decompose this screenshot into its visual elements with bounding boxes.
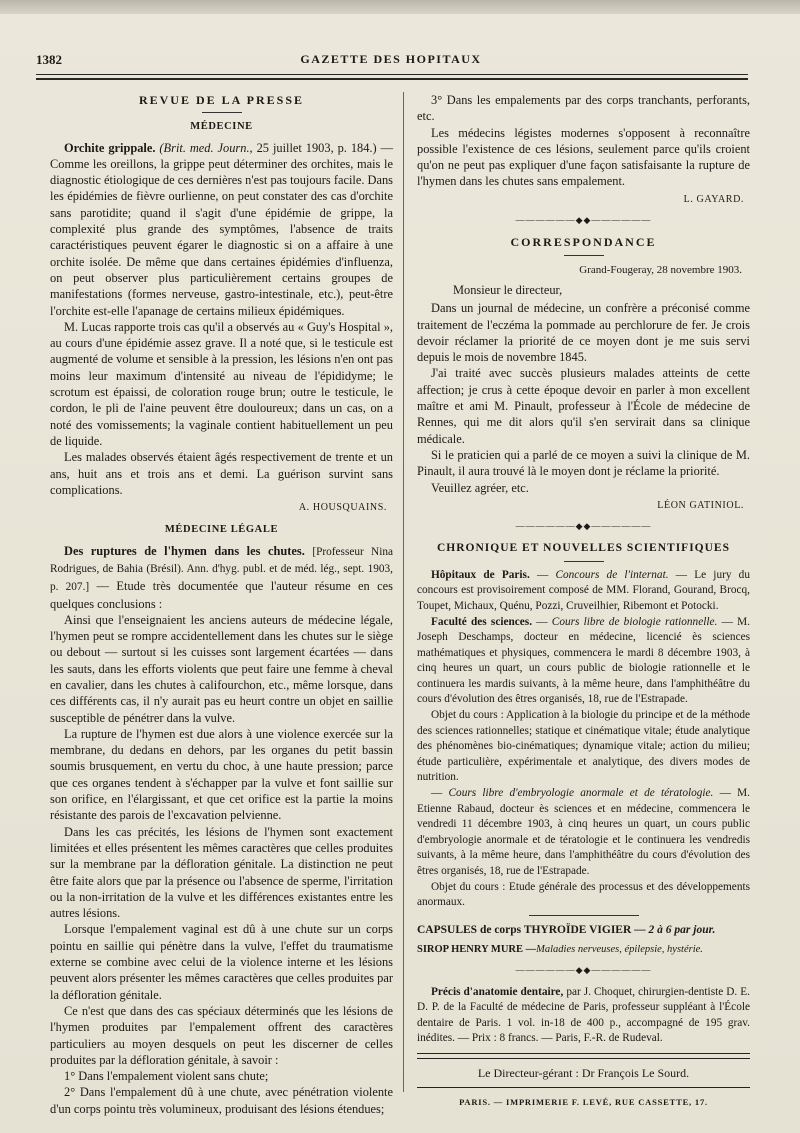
article-text: — Etude très documentée que l'auteur résume en ces quelques conclusions :: [50, 578, 393, 611]
news-embryologie: — Cours libre d'embryologie anormale et de tératologie. — M. Etienne Rabaud, docteur ès sciences et en médecine, commencera le vendredi 11 décembre 1903, à cinq heures un quart, un cours public d'embryologie anormale et de tératologie et le continuera les vendredis suivants, à la même heure, dans l'amphithéâtre du cours d'évolution des êtres organisés, 18, rue de l'Estrapade.: [417, 787, 750, 877]
book-text: par J. Choquet, chirurgien-dentiste D. E. D. P. de la Faculté de médecine de Paris, professeur suppléant à l'École dentaire de Paris. 1 vol. in-18 de 400 p., accompagné de 195 grav. inédites. — Prix : 8 francs. — Paris, F.-R. de Rudeval.: [417, 985, 750, 1045]
author-signature: L. GAYARD.: [683, 193, 744, 205]
section-title-chronique: CHRONIQUE ET NOUVELLES SCIENTIFIQUES: [436, 542, 730, 555]
news-italic: Cours libre de biologie rationnelle.: [551, 615, 718, 628]
paragraph: Les malades observés étaient âgés respectivement de trente et un ans, huit ans et trois ans et demi. La guérison survint sans complications.: [50, 450, 393, 497]
section-rule: [564, 255, 604, 256]
paragraph: Objet du cours : Etude générale des processus et des développements anormaux.: [417, 880, 750, 909]
paragraph: Lorsque l'empalement vaginal est dû à une chute sur un corps pointu en saillie qui pénètre dans la vulve, l'effet du traumatisme externe se combine avec celui de la violence interne et les lésions peuvent alors présenter les mêmes caractères que celles produites par la défloration génitale.: [50, 922, 393, 1002]
ad-rule: [529, 915, 639, 916]
paragraph: Veuillez agréer, etc.: [431, 480, 529, 495]
list-item: 1° Dans l'empalement violent sans chute;: [64, 1069, 269, 1084]
printer-imprint: PARIS. — IMPRIMERIE F. LEVÉ, RUE CASSETTE, 17.: [459, 1097, 708, 1108]
ornament-divider: ——————◆◆——————: [515, 521, 652, 532]
column-divider: [403, 92, 404, 1092]
ad-italic: Maladies nerveuses, épilepsie, hystérie.: [536, 944, 703, 956]
article-source: [Professeur Nina Rodrigues, de Bahia (Brésil). Ann. d'hyg. publ. et de méd. lég., sept. 1903, p. 207.]: [50, 545, 393, 593]
ad-main: CAPSULES de corps THYROÏDE VIGIER —: [417, 923, 646, 936]
paragraph: Ainsi que l'enseignaient les anciens auteurs de médecine légale, l'hymen peut se rompre accidentellement dans les chutes sur le siège ou debout — surtout si les cuisses sont largement écartées — dans les sauts, dans les efforts violents que peut faire une femme à cheval en cavalier, dans les chutes à califourchon, etc., même lorsque, dans ces différents cas, il n'y aurait pas eu heurt contre un objet en saillie susceptible de pénétrer dans la vulve.: [50, 612, 393, 725]
footer-rule: [417, 1053, 750, 1059]
page-top-edge: [0, 0, 800, 14]
header-rule-top: [36, 74, 748, 75]
article-lead: Orchite grippale.: [64, 140, 156, 155]
letter-place-date: Grand-Fougeray, 28 novembre 1903.: [579, 263, 742, 276]
paragraph: Ce n'est que dans des cas spéciaux déterminés que les lésions de l'hymen produites par l'empalement offrent des caractères particuliers au moyen desquels on peut les discerner de celles produites par la défloration génitale, à savoir :: [50, 1003, 393, 1067]
book-lead: Précis d'anatomie dentaire,: [431, 985, 564, 998]
article-text: 25 juillet 1903, p. 184.) — Comme les oreillons, la grippe peut déterminer des orchites, mais le diagnostic étiologique de ces dernières n'est pas toujours facile. Dans les épidémies de fièvre ourlienne, on peut constater des cas d'orchite sans parotidite; quand il s'agit d'une épidémie de grippe, la complexité plus grande des symptômes, l'absence de traits caractéristiques peuvent égarer le diagnostic si on a affaire à une orchite isolée. De même que dans certaines épidémies d'influenza, on peut observer plus particulièrement certains groupes de manifestations (formes nerveuse, gastro-intestinale, etc.), peut-être l'orchite est-elle l'apanage de certains milieux épidémiques.: [50, 140, 393, 318]
list-item: 2° Dans l'empalement dû à une chute, avec pénétration violente d'un corps pointu très volumineux, produisant des lésions étendues;: [50, 1085, 393, 1116]
news-text: — Le jury du concours est provisoirement composé de MM. Florand, Gourand, Brocq, Toupet, Michaux, Quénu, Pozzi, Cruveilhier, Ribemont et Potocki.: [417, 568, 750, 612]
article-source: (Brit. med. Journ.,: [159, 140, 253, 155]
ornament-divider: ——————◆◆——————: [515, 965, 652, 976]
book-announcement: [417, 985, 750, 1047]
news-text: — M. Joseph Deschamps, docteur en médecine, licencié ès sciences mathématiques et physiques, commencera le mardi 8 décembre 1903, à cinq heures un quart, un cours public de biologie rationnelle et le continuera les mardis suivants, à la même heure, dans l'amphithéâtre du cours d'évolution des êtres organisés, 18, rue de l'Estrapade.: [417, 615, 750, 706]
article-hymen: [50, 543, 393, 612]
right-column: [417, 92, 750, 1111]
subsection-medecine-legale: MÉDECINE LÉGALE: [164, 524, 279, 536]
list-item: 3° Dans les empalements par des corps tranchants, perforants, etc.: [417, 93, 750, 124]
paragraph: Si le praticien qui a parlé de ce moyen a suivi la clinique de M. Pinault, il aura trouvé là le moyen dont je réclame la priorité.: [417, 447, 750, 479]
paragraph: Objet du cours : Application à la biologie du principe et de la méthode des sciences rationnelles; statique et cinématique vitale; étude analytique des phénomènes bio-cinématiques; dynamique vitale; action du milieu; étude particulière, expérimentale et analytique, des divers modes de nutrition.: [417, 709, 750, 784]
paragraph: Dans un journal de médecine, un confrère a préconisé comme traitement de l'eczéma la pommade au perchlorure de fer. Je crois devoir réclamer la priorité de ce moyen dont je me suis servi depuis le mois de novembre 1845.: [417, 301, 750, 365]
news-text: — M. Etienne Rabaud, docteur ès sciences et en médecine, commencera le vendredi 11 décembre 1903, à cinq heures un quart, un cours public d'embryologie anormale et de tératologie et le continuera les vendredis suivants, à la même heure, dans l'amphithéâtre du cours d'évolution des êtres organisés, 18, rue de l'Estrapade.: [417, 787, 750, 877]
article-orchite: [50, 140, 393, 319]
paragraph: M. Lucas rapporte trois cas qu'il a observés au « Guy's Hospital », au cours d'une épidémie assez grave. Il a noté que, si le testicule est augmenté de volume et sensible à la pression, les lésions n'en ont pas moins leur maximum d'intensité au niveau de l'épididyme; le scrotum est épaissi, de coloration rouge brun; outre le testicule, le cordon, le pli de l'aine peuvent être douloureux; dans un cas, on a noté des vomissements; la vaginale contient habituellement un peu de liquide.: [50, 319, 393, 448]
news-hopitaux: Hôpitaux de Paris. — Concours de l'internat. — Le jury du concours est provisoirement composé de MM. Florand, Gourand, Brocq, Toupet, Michaux, Quénu, Pozzi, Cruveilhier, Ribemont et Potocki.: [417, 568, 750, 612]
journal-title: GAZETTE DES HOPITAUX: [300, 52, 482, 66]
section-rule: [202, 112, 242, 113]
ornament-divider: ——————◆◆——————: [515, 215, 652, 226]
header-rule-bottom: [36, 78, 748, 80]
left-column: [50, 92, 393, 1117]
news-lead: Faculté des sciences.: [431, 615, 533, 628]
ad-main: SIROP HENRY MURE —: [417, 944, 537, 956]
paragraph: La rupture de l'hymen est due alors à une violence exercée sur la membrane, du dedans en dehors, par les organes du petit bassin soumis brusquement, en vertu du choc, à une haute pression; parce que ces organes tendent à s'échapper par la vulve et font saillie sur son orifice, en l'élargissant, et que cet orifice est la partie la moins résistante des parois de l'excavation pelvienne.: [50, 726, 393, 823]
news-lead: Hôpitaux de Paris.: [431, 568, 530, 581]
paragraph: J'ai traité avec succès plusieurs malades atteints de cette affection; je crus à cette époque devoir en parler à mon excellent maître et ami M. Pinault, professeur à l'École de médecine de Rennes, qui me dit alors qu'il s'en servirait dans sa clinique médicale.: [417, 366, 750, 446]
section-title-correspondance: CORRESPONDANCE: [510, 235, 657, 250]
news-italic: Concours de l'internat.: [555, 568, 669, 581]
footer-rule: [417, 1087, 750, 1088]
director-manager: Le Directeur-gérant : Dr François Le Sourd.: [477, 1066, 690, 1081]
author-signature: LÉON GATINIOL.: [657, 499, 744, 511]
subsection-medecine: MÉDECINE: [190, 121, 253, 133]
article-lead: Des ruptures de l'hymen dans les chutes.: [64, 543, 305, 558]
author-signature: A. HOUSQUAINS.: [298, 502, 387, 514]
section-title-revue: REVUE DE LA PRESSE: [138, 93, 305, 107]
ad-italic: 2 à 6 par jour.: [648, 923, 716, 936]
news-italic: Cours libre d'embryologie anormale et de tératologie.: [448, 787, 714, 800]
news-faculte: Faculté des sciences. — Cours libre de biologie rationnelle. — M. Joseph Deschamps, docteur en médecine, licencié ès sciences mathématiques et physiques, commencera le mardi 8 décembre 1903, à cinq heures un quart, un cours public de biologie rationnelle et le continuera les mardis suivants, à la même heure, dans l'amphithéâtre du cours d'évolution des êtres organisés, 18, rue de l'Estrapade.: [417, 615, 750, 706]
advert-capsules: [417, 922, 750, 938]
paragraph: Les médecins légistes modernes s'opposent à reconnaître possible l'existence de ces lésions, seulement parce qu'ils croient qu'on ne peut pas expliquer d'une façon satisfaisante la rupture de l'hymen dans les chutes sans empalement.: [417, 125, 750, 189]
section-rule: [564, 561, 604, 562]
letter-salutation: Monsieur le directeur,: [453, 282, 563, 297]
page-header: [36, 52, 746, 70]
page-number: 1382: [36, 52, 62, 67]
advert-sirop: [417, 942, 750, 958]
paragraph: Dans les cas précités, les lésions de l'hymen sont exactement limitées et elles présentent les mêmes caractères que celles produites sur la membrane par la défloration génitale. La distinction ne peut être faite alors que par la présence ou l'absence de sperme, l'irritation ou la non-irritation de la vulve et les différences existantes entre les autres lésions.: [50, 824, 393, 921]
